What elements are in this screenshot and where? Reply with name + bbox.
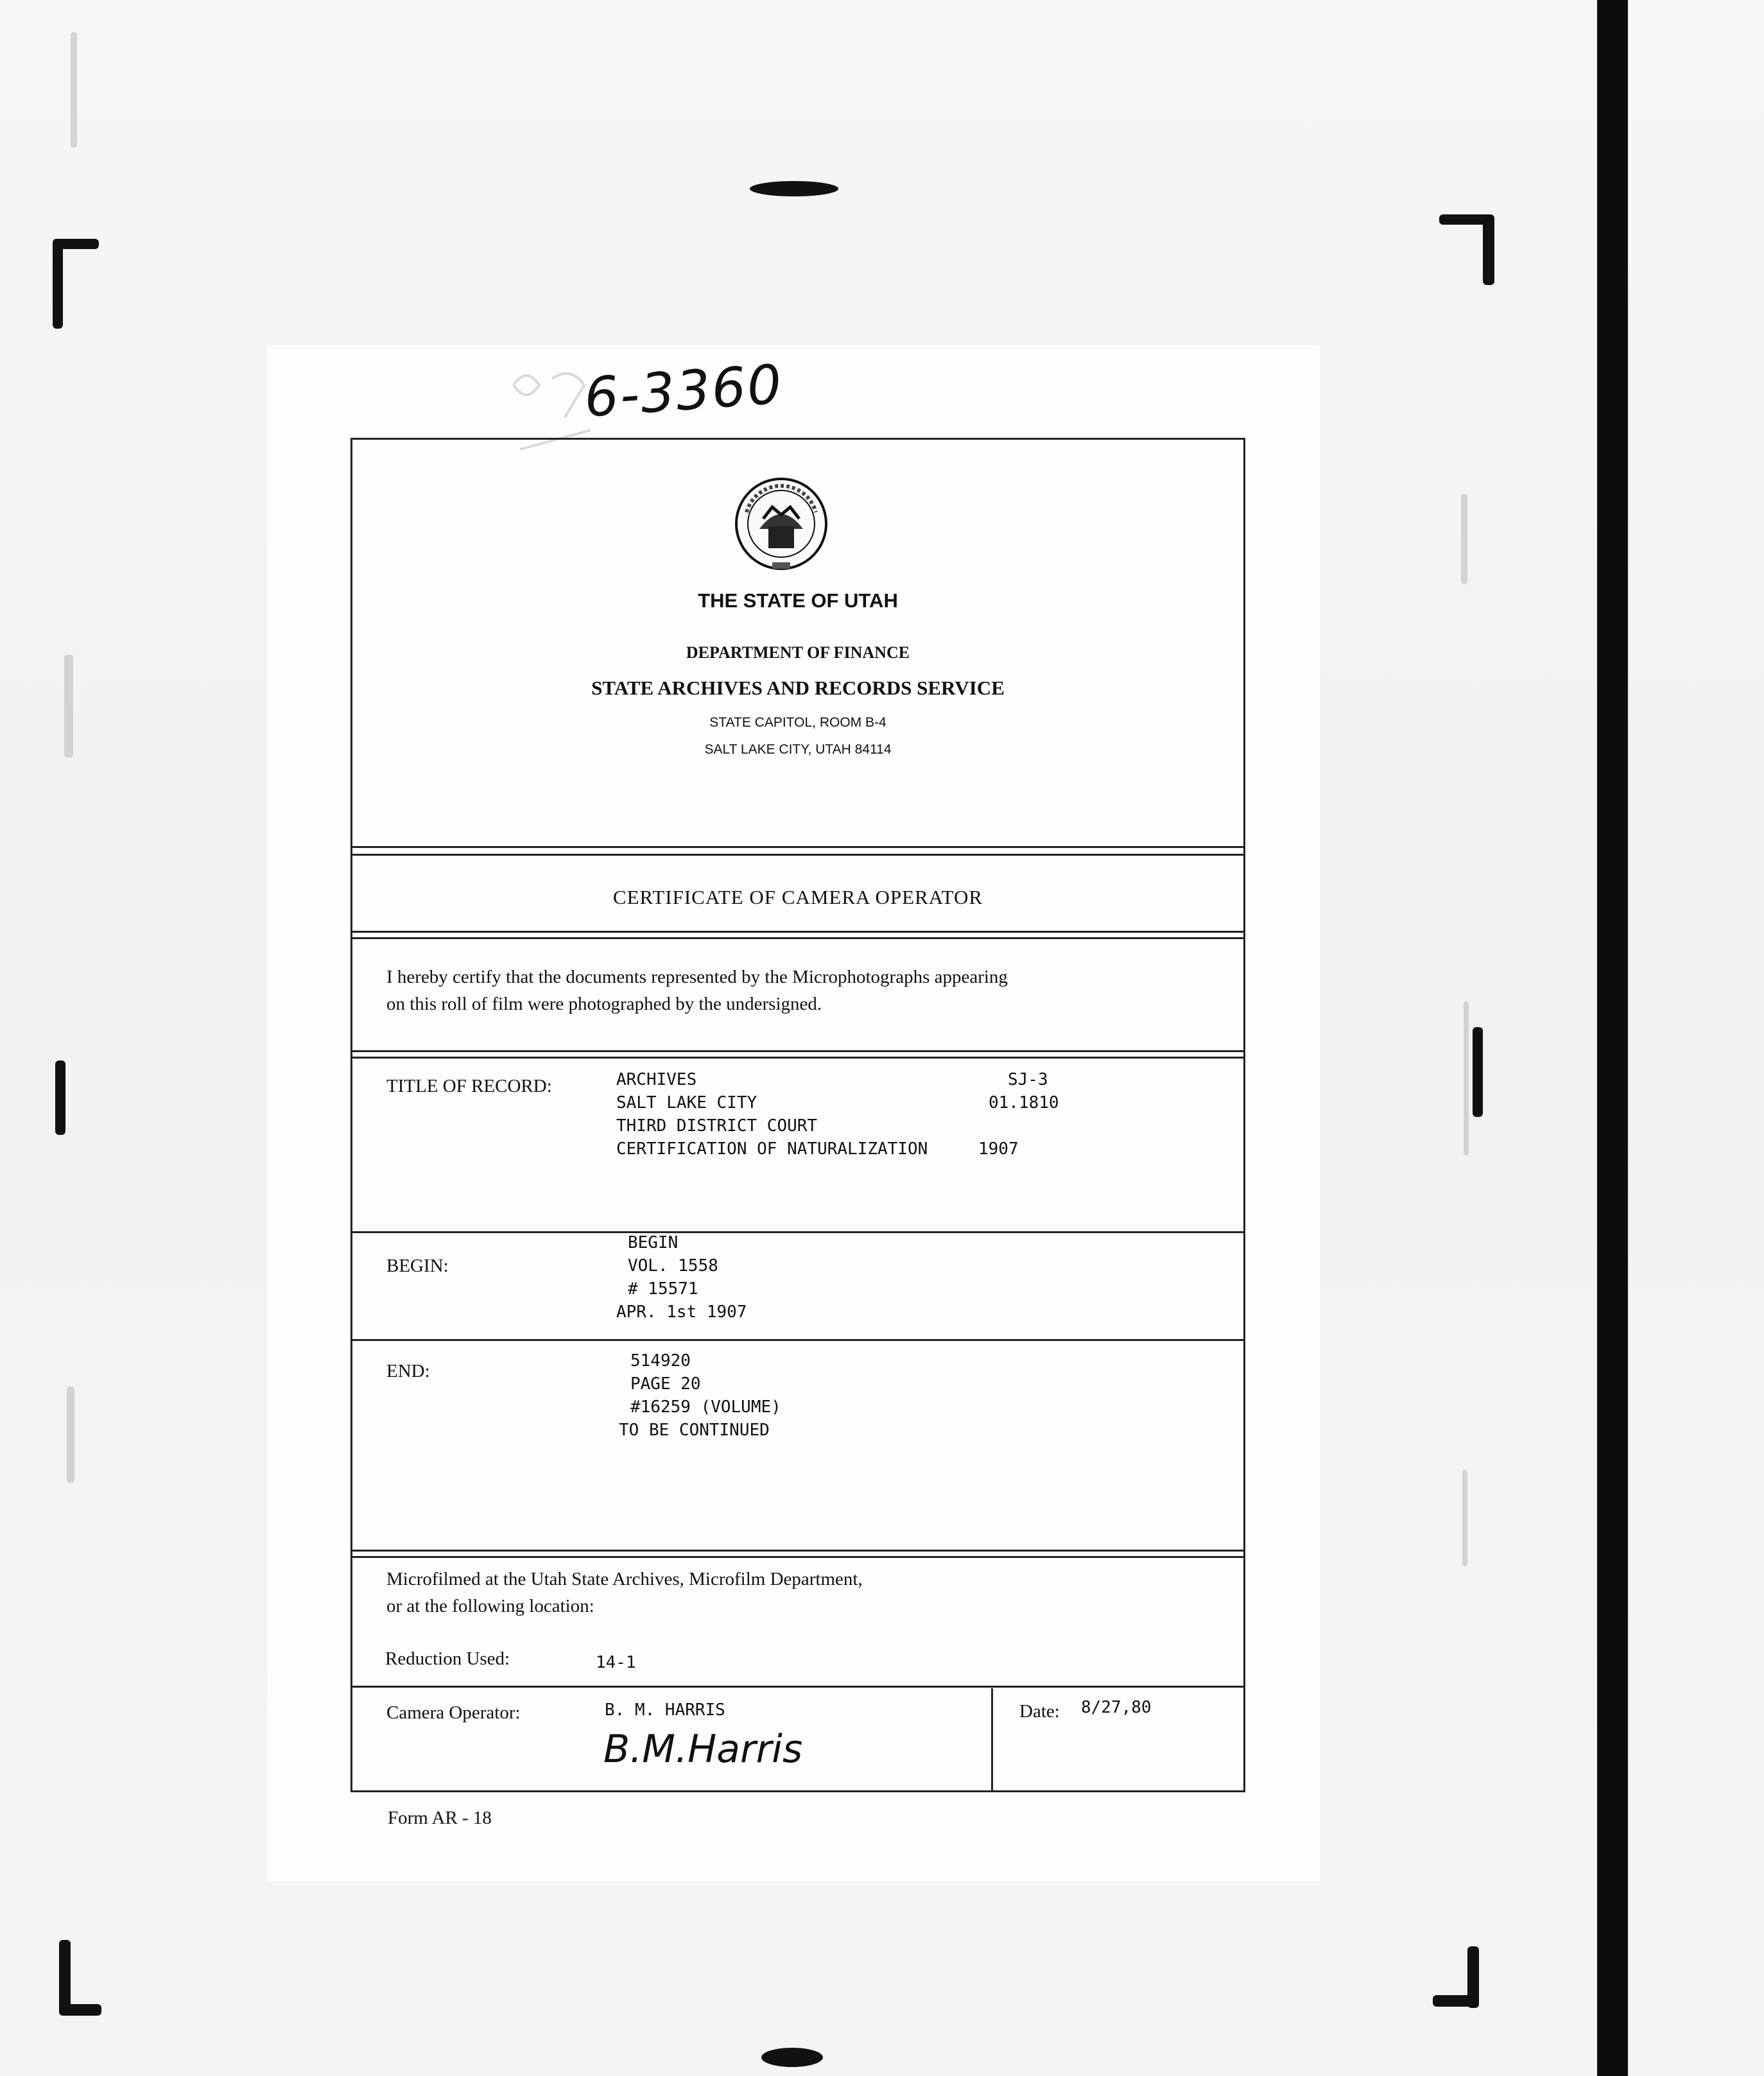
end-line: #16259 (VOLUME) [630,1397,781,1417]
divider [350,1231,1245,1233]
camera-operator-label: Camera Operator: [386,1702,521,1723]
crop-mark-top-right-arm [1439,214,1494,225]
reduction-label: Reduction Used: [385,1648,510,1669]
department-name: DEPARTMENT OF FINANCE [686,643,910,662]
divider [350,931,1245,933]
title-of-record-value [616,1068,928,1161]
film-streak [1461,494,1467,584]
registration-blob-bottom [761,2048,823,2067]
begin-line: APR. 1st 1907 [616,1302,747,1322]
record-code-2: 01.1810 [989,1093,1059,1112]
crop-mark-top-left [53,239,63,329]
crop-mark-left-middle [55,1060,65,1135]
camera-operator-name: B. M. HARRIS [605,1700,725,1720]
record-year: 1907 [978,1139,1019,1159]
end-line: 514920 [630,1351,691,1371]
microfilm-line-1: Microfilmed at the Utah State Archives, Microfilm Department, [386,1569,863,1589]
microfilm-line-2: or at the following location: [386,1596,594,1616]
record-line: ARCHIVES [616,1070,697,1089]
date-value: 8/27,80 [1081,1698,1152,1717]
crop-mark-bottom-right-arm [1433,1995,1479,2007]
begin-value [616,1231,747,1324]
divider [350,1057,1245,1059]
film-streak [1464,1001,1469,1155]
end-value [619,1349,781,1442]
end-line: PAGE 20 [630,1374,701,1394]
end-line: TO BE CONTINUED [619,1421,770,1440]
handwritten-document-number: 6-3360 [582,352,785,429]
service-name: STATE ARCHIVES AND RECORDS SERVICE [591,677,1005,699]
crop-mark-right-middle [1473,1027,1483,1117]
film-streak [1462,1470,1467,1566]
certification-line-1: I hereby certify that the documents represented by the Microphotographs appearing [386,967,1008,987]
divider [350,1339,1245,1341]
reduction-value: 14-1 [596,1653,636,1672]
end-label: END: [386,1361,430,1381]
record-line: THIRD DISTRICT COURT [616,1116,818,1136]
divider [350,1556,1245,1558]
begin-line: BEGIN [628,1233,679,1252]
date-label: Date: [1019,1701,1060,1722]
begin-label: BEGIN: [386,1256,449,1276]
begin-line: # 15571 [628,1279,698,1299]
date-column-divider [991,1688,993,1792]
record-code-1: SJ-3 [1008,1070,1048,1089]
film-streak [71,32,77,148]
certification-line-2: on this roll of film were photographed by the undersigned. [386,994,822,1014]
film-streak [64,655,73,757]
divider [350,937,1245,939]
begin-line: VOL. 1558 [628,1256,718,1276]
divider [350,846,1245,848]
divider [350,1050,1245,1052]
state-title: THE STATE OF UTAH [698,589,898,612]
certificate-title: CERTIFICATE OF CAMERA OPERATOR [612,886,983,908]
film-edge [1597,0,1628,2076]
registration-blob-top [750,181,838,196]
crop-mark-top-right [1483,218,1494,285]
operator-signature: B.M.Harris [603,1727,803,1772]
record-line: CERTIFICATION OF NATURALIZATION [616,1139,928,1159]
record-line: SALT LAKE CITY [616,1093,757,1112]
address-line-2: SALT LAKE CITY, UTAH 84114 [704,742,892,757]
divider [350,1550,1245,1552]
address-line-1: STATE CAPITOL, ROOM B-4 [709,715,886,730]
form-number: Form AR - 18 [388,1808,492,1828]
divider [350,854,1245,856]
title-of-record-label: TITLE OF RECORD: [386,1076,552,1096]
crop-mark-top-left-arm [53,239,99,249]
film-streak [67,1387,74,1483]
utah-state-seal [734,474,829,576]
divider [350,1686,1245,1688]
crop-mark-bottom-left-arm [59,2004,101,2016]
